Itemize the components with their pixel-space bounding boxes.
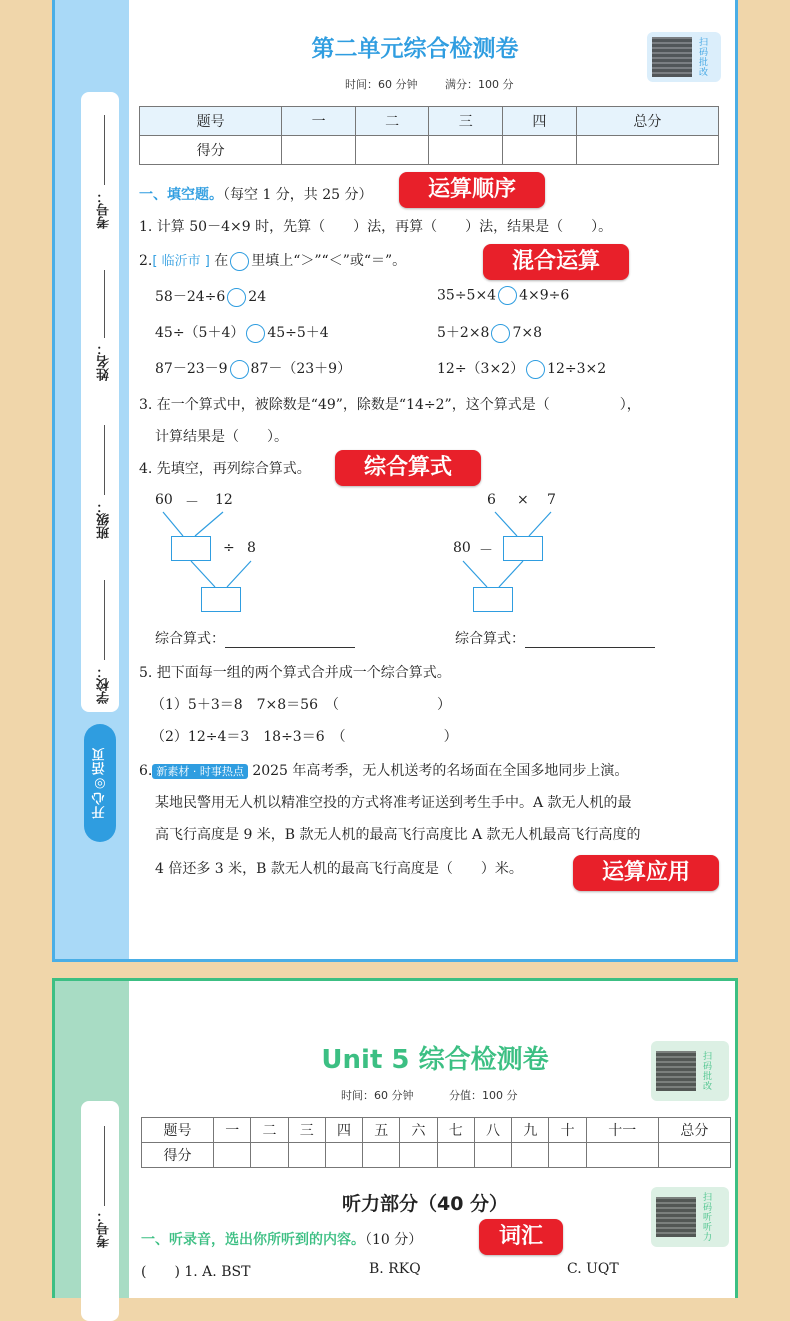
page-title: 第二单元综合检测卷 (311, 36, 519, 62)
section-1-heading (141, 1229, 422, 1249)
formula-label: 综合算式： (155, 631, 225, 647)
q2-right-expr: 12÷3×2 (547, 361, 607, 377)
option-b[interactable]: B. RKQ (369, 1261, 421, 1277)
score-header-cell: 一 (214, 1118, 251, 1143)
question-6-line-1 (139, 760, 628, 780)
answer-circle[interactable] (230, 252, 249, 271)
score-header-cell: 一 (282, 107, 356, 136)
score-header-cell: 九 (512, 1118, 549, 1143)
score-header-cell: 题号 (142, 1118, 214, 1143)
q2-item (155, 358, 351, 379)
score-cell[interactable] (355, 136, 429, 165)
score-cell[interactable] (363, 1143, 400, 1168)
q2-item (155, 286, 266, 307)
tag-mixed-operations: 混合运算 (483, 244, 629, 280)
score-header-cell: 十 (549, 1118, 586, 1143)
answer-circle[interactable] (526, 360, 545, 379)
q4-right-op2: － (479, 543, 493, 559)
name-label: 姓名： (97, 342, 112, 381)
answer-circle[interactable] (230, 360, 249, 379)
section-1-note: （10 分） (365, 1232, 423, 1248)
q2-item (437, 322, 542, 343)
section-1-note: （每空 1 分，共 25 分） (223, 187, 373, 203)
q6-text-1: 2025 年高考季，无人机送考的名场面在全国多地同步上演。 (252, 763, 629, 779)
score-header-cell: 八 (474, 1118, 511, 1143)
score-table (141, 1117, 731, 1168)
qr-label-listening: 扫码听听力 (701, 1192, 711, 1242)
score-cell[interactable] (474, 1143, 511, 1168)
question-3-line-1: 3. 在一个算式中，被除数是“49”，除数是“14÷2”，这个算式是（ ）， (139, 397, 641, 413)
score-cell[interactable] (251, 1143, 288, 1168)
score-header-cell: 总分 (576, 107, 718, 136)
math-test-page (52, 0, 738, 962)
question-5: 5. 把下面每一组的两个算式合并成一个综合算式。 (139, 665, 451, 681)
tag-vocabulary: 词汇 (479, 1219, 563, 1255)
score-cell[interactable] (400, 1143, 437, 1168)
tag-combined-formula: 综合算式 (335, 450, 481, 486)
formula-answer-line[interactable] (225, 633, 355, 648)
formula-label: 综合算式： (455, 631, 525, 647)
q2-left-expr: 12÷（3×2） (437, 361, 525, 377)
binding-panel (81, 92, 119, 712)
listening-part-title: 听力部分（40 分） (341, 1193, 509, 1215)
exam-number-line (104, 1126, 105, 1206)
tag-order-of-operations: 运算顺序 (399, 172, 545, 208)
q6-news-tag: 新素材 · 时事热点 (152, 764, 248, 779)
english-test-page (52, 978, 738, 1298)
q2-text-2: 里填上“＞”“＜”或“＝”。 (251, 253, 407, 269)
q2-left-expr: 58－24÷6 (155, 289, 226, 305)
score-cell[interactable] (658, 1143, 730, 1168)
score-cell[interactable] (549, 1143, 586, 1168)
q4-right-answer-box-2[interactable] (473, 587, 513, 612)
score-table (139, 106, 719, 165)
score-header-cell: 十一 (586, 1118, 658, 1143)
q4-left-op: － (185, 495, 199, 511)
school-label: 学校： (97, 665, 112, 704)
q2-left-expr: 45÷（5＋4） (155, 325, 245, 341)
score-header-cell: 三 (288, 1118, 325, 1143)
formula-answer-line[interactable] (525, 633, 655, 648)
score-cell[interactable] (282, 136, 356, 165)
listening-question-1: ( ) 1. A. BST (141, 1264, 251, 1280)
score-header-cell: 题号 (140, 107, 282, 136)
q2-right-expr: 7×8 (512, 325, 542, 341)
score-header-cell: 四 (503, 107, 577, 136)
total-score: 分值：100 分 (449, 1089, 518, 1102)
scan-to-grade[interactable] (651, 1041, 729, 1101)
answer-circle[interactable] (227, 288, 246, 307)
q4-left-answer-box-2[interactable] (201, 587, 241, 612)
q4-left-op2: ÷ (223, 540, 235, 556)
q2-item (437, 358, 606, 379)
q4-left-b: 12 (215, 492, 233, 508)
score-cell[interactable] (576, 136, 718, 165)
page-title: Unit 5 综合检测卷 (321, 1045, 549, 1075)
q5-item-2: （2）12÷4＝3 18÷3＝6 （ ） (151, 729, 458, 745)
side-strip (55, 981, 129, 1298)
score-cell[interactable] (503, 136, 577, 165)
q2-item (437, 286, 569, 305)
time-limit: 时间：60 分钟 (341, 1089, 414, 1102)
q4-right-c: 80 (453, 540, 471, 556)
brand-logo: 开心◎活页 (84, 724, 116, 842)
tag-applied-operations: 运算应用 (573, 855, 719, 891)
qr-label: 扫码批改 (701, 1051, 711, 1091)
class-line (104, 425, 105, 495)
q2-region-tag: [ 临沂市 ] (152, 254, 210, 269)
q4-right-b: 7 (547, 492, 556, 508)
q4-right-op: × (517, 492, 529, 508)
question-1: 1. 计算 50－4×9 时，先算（ ）法，再算（ ）法，结果是（ ）。 (139, 219, 613, 235)
q4-right-formula (455, 628, 655, 648)
q2-right-expr: 87－（23＋9） (250, 361, 352, 377)
scan-to-grade[interactable] (647, 32, 721, 82)
question-2 (139, 250, 406, 271)
qr-label: 扫码批改 (697, 37, 707, 77)
q2-item (155, 322, 329, 343)
exam-number-line (104, 115, 105, 185)
q2-text: 在 (214, 253, 229, 269)
q4-left-formula (155, 628, 355, 648)
score-header-cell: 四 (325, 1118, 362, 1143)
q4-left-c: 8 (247, 540, 256, 556)
score-header-cell: 五 (363, 1118, 400, 1143)
q2-left-expr: 87－23－9 (155, 361, 228, 377)
exam-number-label: 考号： (97, 1209, 112, 1248)
score-cell[interactable] (586, 1143, 658, 1168)
q4-right-answer-box-1[interactable] (503, 536, 543, 561)
answer-circle[interactable] (498, 286, 517, 305)
section-1-heading (139, 184, 373, 204)
score-cell[interactable] (214, 1143, 251, 1168)
q2-left-expr: 35÷5×4 (437, 287, 497, 304)
question-6-line-2: 某地民警用无人机以精准空投的方式将准考证送到考生手中。A 款无人机的最 (155, 795, 632, 811)
scan-to-listen[interactable] (651, 1187, 729, 1247)
score-cell[interactable] (429, 136, 503, 165)
question-6-line-3: 高飞行高度是 9 米，B 款无人机的最高飞行高度比 A 款无人机最高飞行高度的 (155, 827, 641, 843)
exam-number-label: 考号： (97, 190, 112, 229)
section-1-title: 一、填空题。 (139, 187, 223, 203)
question-3-line-2: 计算结果是（ ）。 (155, 429, 288, 445)
q2-right-expr: 45÷5＋4 (267, 325, 329, 341)
q4-left-a: 60 (155, 492, 173, 508)
question-4: 4. 先填空，再列综合算式。 (139, 461, 311, 477)
score-cell[interactable] (437, 1143, 474, 1168)
score-header-cell: 七 (437, 1118, 474, 1143)
q5-item-1: （1）5＋3＝8 7×8＝56 （ ） (151, 697, 451, 713)
score-header-cell: 总分 (658, 1118, 730, 1143)
score-row-label: 得分 (142, 1143, 214, 1168)
q4-left-answer-box-1[interactable] (171, 536, 211, 561)
q6-number: 6. (139, 763, 153, 779)
score-header-cell: 二 (355, 107, 429, 136)
score-row-label: 得分 (140, 136, 282, 165)
school-line (104, 580, 105, 660)
score-header-cell: 二 (251, 1118, 288, 1143)
qr-code-icon (656, 1197, 696, 1237)
answer-circle[interactable] (246, 324, 265, 343)
q2-left-expr: 5＋2×8 (437, 325, 490, 341)
full-score: 满分：100 分 (445, 78, 514, 91)
qr-code-icon (652, 37, 692, 77)
score-cell[interactable] (512, 1143, 549, 1168)
q2-right-expr: 4×9÷6 (519, 287, 570, 304)
qr-code-icon (656, 1051, 696, 1091)
name-line (104, 270, 105, 338)
score-header-cell: 六 (400, 1118, 437, 1143)
answer-circle[interactable] (491, 324, 510, 343)
question-6-line-4: 4 倍还多 3 米，B 款无人机的最高飞行高度是（ ）米。 (155, 861, 523, 877)
option-c[interactable]: C. UQT (567, 1261, 619, 1277)
q2-right-expr: 24 (248, 289, 267, 305)
q2-number: 2. (139, 253, 153, 269)
q4-right-a: 6 (487, 492, 496, 508)
class-label: 班级： (97, 500, 112, 539)
score-header-cell: 三 (429, 107, 503, 136)
score-cell[interactable] (288, 1143, 325, 1168)
time-limit: 时间：60 分钟 (345, 78, 418, 91)
score-cell[interactable] (325, 1143, 362, 1168)
section-1-title: 一、听录音，选出你所听到的内容。 (141, 1232, 365, 1248)
